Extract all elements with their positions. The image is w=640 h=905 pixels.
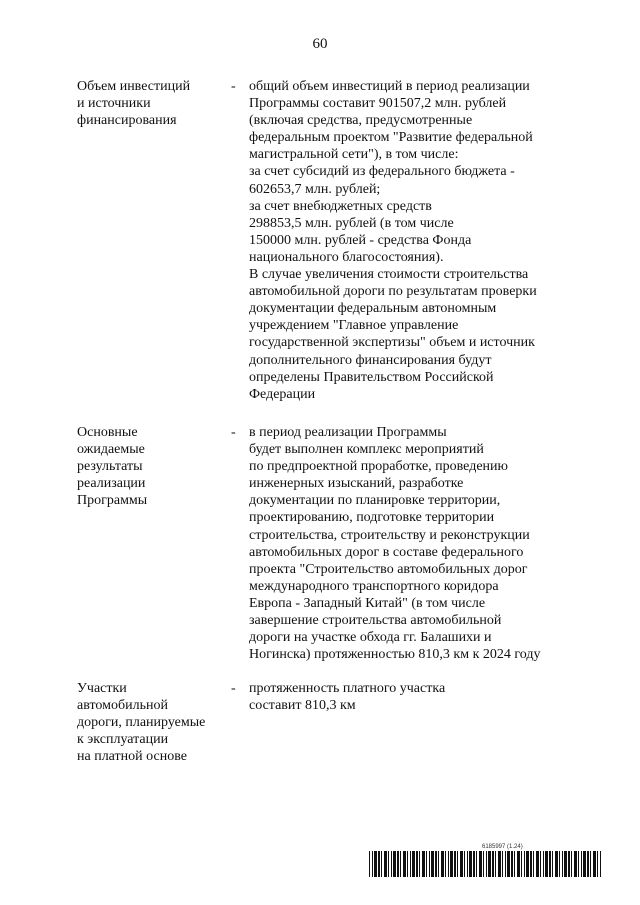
section-label [77, 680, 222, 765]
label-line: Программы [77, 493, 148, 508]
value-line: документации федеральным автономным [249, 301, 497, 317]
value-line: инженерных изысканий, разработке [249, 476, 464, 492]
label-line: и источники [77, 96, 151, 111]
section-value [249, 424, 579, 663]
value-line: (включая средства, предусмотренные [249, 113, 473, 129]
value-line: магистральной сети"), в том числе: [249, 147, 459, 163]
value-line: федеральным проектом "Развитие федеральной [249, 130, 533, 146]
label-line: Объем инвестиций [77, 79, 191, 94]
dash-separator: - [231, 79, 236, 94]
value-line: 602653,7 млн. рублей; [249, 181, 381, 197]
label-line: к эксплуатации [77, 732, 169, 747]
label-line: автомобильной [77, 698, 168, 713]
section-toll-roads [77, 680, 577, 770]
section-label [77, 424, 222, 509]
section-value [249, 78, 579, 403]
value-line: общий объем инвестиций в период реализации [249, 79, 530, 94]
value-line: В случае увеличения стоимости строительства [249, 267, 529, 283]
value-line: в период реализации Программы [249, 425, 447, 440]
barcode-caption: 6185997 (1.24) [482, 844, 523, 850]
label-line: дороги, планируемые [77, 715, 206, 730]
label-line: на платной основе [77, 749, 187, 764]
label-line: финансирования [77, 113, 177, 128]
value-line: Программы составит 901507,2 млн. рублей [249, 96, 507, 112]
label-line: ожидаемые [77, 442, 145, 457]
value-line: дополнительного финансирования будут [249, 352, 492, 368]
section-label [77, 78, 222, 129]
label-line: Основные [77, 425, 138, 440]
value-line: завершение строительства автомобильной [249, 613, 502, 629]
dash-separator: - [231, 425, 236, 440]
value-line: проекта "Строительство автомобильных дорог [249, 561, 528, 577]
page-number: 60 [312, 36, 328, 52]
value-line: будет выполнен комплекс мероприятий [249, 442, 484, 458]
label-line: результаты [77, 459, 143, 474]
value-line: по предпроектной проработке, проведению [249, 459, 508, 475]
value-line: документации по планировке территории, [249, 493, 501, 509]
label-line: реализации [77, 476, 146, 491]
value-line: международного транспортного коридора [249, 578, 499, 594]
section-expected-results [77, 424, 577, 669]
value-line: учреждением "Главное управление [249, 318, 459, 334]
value-line: 298853,5 млн. рублей (в том числе [249, 215, 454, 231]
barcode-icon [369, 851, 601, 877]
value-line: дороги на участке обхода гг. Балашихи и [249, 630, 492, 646]
value-line: протяженность платного участка [249, 681, 446, 696]
value-line: определены Правительством Российской [249, 369, 494, 385]
value-line: Ногинска) протяженностью 810,3 км к 2024 году [249, 647, 541, 663]
value-line: за счет субсидий из федерального бюджета - [249, 164, 515, 180]
value-line: Европа - Западный Китай" (в том числе [249, 595, 486, 611]
value-line: автомобильной дороги по результатам проверки [249, 284, 537, 300]
value-line: автомобильных дорог в составе федерального [249, 544, 524, 560]
value-line: составит 810,3 км [249, 698, 356, 714]
value-line: 150000 млн. рублей - средства Фонда [249, 232, 472, 248]
value-line: государственной экспертизы" объем и источник [249, 335, 535, 351]
value-line: проектированию, подготовке территории [249, 510, 495, 526]
label-line: Участки [77, 681, 127, 696]
value-line: Федерации [249, 386, 316, 402]
value-line: строительства, строительству и реконструкции [249, 527, 530, 543]
section-investments [77, 78, 577, 408]
section-value [249, 680, 579, 714]
value-line: за счет внебюджетных средств [249, 198, 432, 214]
value-line: национального благосостояния). [249, 249, 444, 265]
dash-separator: - [231, 681, 236, 696]
